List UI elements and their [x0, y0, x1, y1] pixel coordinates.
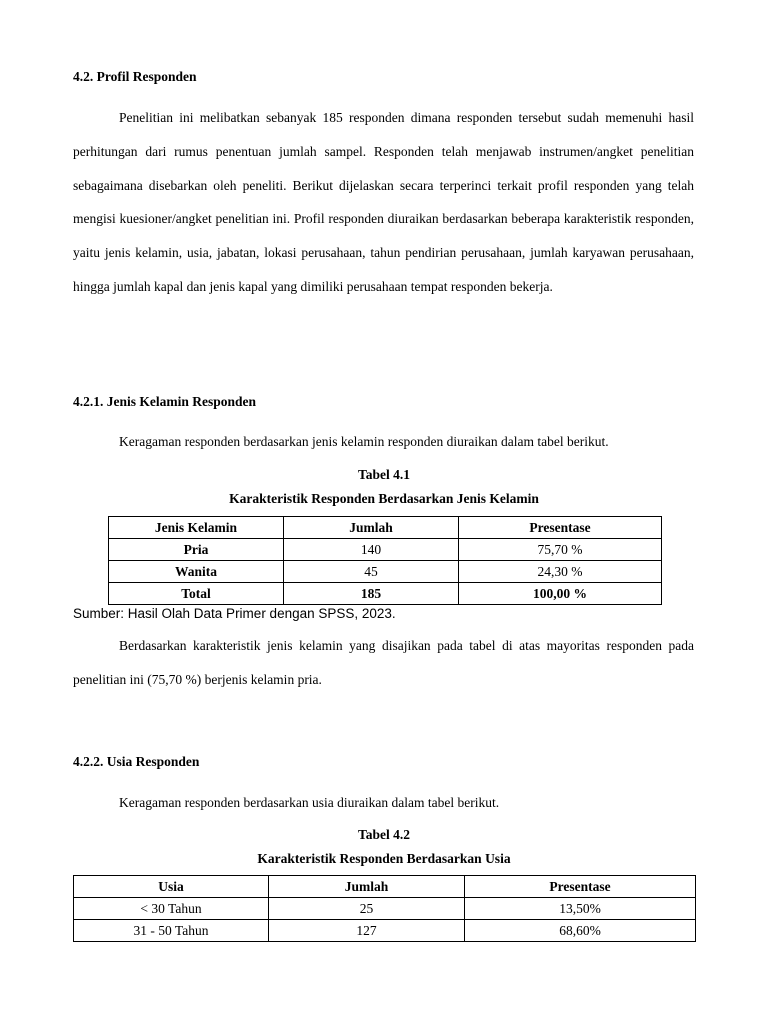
header-cell: Presentase	[465, 876, 696, 898]
header-cell: Presentase	[459, 517, 662, 539]
age-intro: Keragaman responden berdasarkan usia diuraikan dalam tabel berikut.	[119, 795, 500, 810]
gender-conclusion: Berdasarkan karakteristik jenis kelamin yang disajikan pada tabel di atas mayoritas responden pada penelitian ini (75,70 %) berjenis kelamin pria.	[73, 638, 694, 687]
table-cell: 75,70 %	[459, 539, 662, 561]
header-cell: Jenis Kelamin	[109, 517, 284, 539]
section-heading-4-2-1: 4.2.1. Jenis Kelamin Responden	[73, 394, 257, 409]
table-cell: 13,50%	[465, 898, 696, 920]
table-cell: 24,30 %	[459, 561, 662, 583]
header-cell: Jumlah	[269, 876, 465, 898]
table-row	[74, 920, 696, 942]
header-cell: Usia	[74, 876, 269, 898]
table-4-1-label: Tabel 4.1	[357, 467, 411, 482]
table-cell: < 30 Tahun	[74, 898, 269, 920]
gender-intro: Keragaman responden berdasarkan jenis kelamin responden diuraikan dalam tabel berikut.	[119, 434, 609, 449]
table-cell: 140	[284, 539, 459, 561]
table-4-1-title: Karakteristik Responden Berdasarkan Jenis Kelamin	[229, 491, 539, 506]
table-row	[109, 561, 662, 583]
table-cell: 185	[284, 583, 459, 605]
table-cell: 25	[269, 898, 465, 920]
table-cell: 68,60%	[465, 920, 696, 942]
table-cell: 45	[284, 561, 459, 583]
table-source: Sumber: Hasil Olah Data Primer dengan SPSS, 2023.	[73, 606, 396, 621]
age-table	[73, 875, 696, 942]
table-4-2-title: Karakteristik Responden Berdasarkan Usia	[257, 851, 511, 866]
table-total-row	[109, 583, 662, 605]
table-cell: 127	[269, 920, 465, 942]
header-cell: Jumlah	[284, 517, 459, 539]
table-row	[109, 539, 662, 561]
table-cell: 100,00 %	[459, 583, 662, 605]
table-4-2-label: Tabel 4.2	[357, 827, 411, 842]
section-heading-4-2-2: 4.2.2. Usia Responden	[73, 754, 200, 769]
table-header-row	[109, 517, 662, 539]
table-header-row	[74, 876, 696, 898]
table-cell: Wanita	[109, 561, 284, 583]
table-cell: Pria	[109, 539, 284, 561]
profile-paragraph: Penelitian ini melibatkan sebanyak 185 responden dimana responden tersebut sudah memenuhi hasil perhitungan dari rumus penentuan jumlah sampel. Responden telah menjawab instrumen/angket penelitian sebagaimana disebarkan oleh peneliti. Berikut dijelaskan secara terperinci terkait profil responden yang telah mengisi kuesioner/angket penelitian ini. Profil responden diuraikan berdasarkan beberapa karakteristik responden, yaitu jenis kelamin, usia, jabatan, lokasi perusahaan, tahun pendirian perusahaan, jumlah karyawan perusahaan, hingga jumlah kapal dan jenis kapal yang dimiliki perusahaan tempat responden bekerja.	[73, 110, 694, 294]
section-heading-4-2: 4.2. Profil Responden	[73, 69, 197, 84]
gender-table	[108, 516, 662, 605]
table-cell: 31 - 50 Tahun	[74, 920, 269, 942]
table-row	[74, 898, 696, 920]
table-cell: Total	[109, 583, 284, 605]
